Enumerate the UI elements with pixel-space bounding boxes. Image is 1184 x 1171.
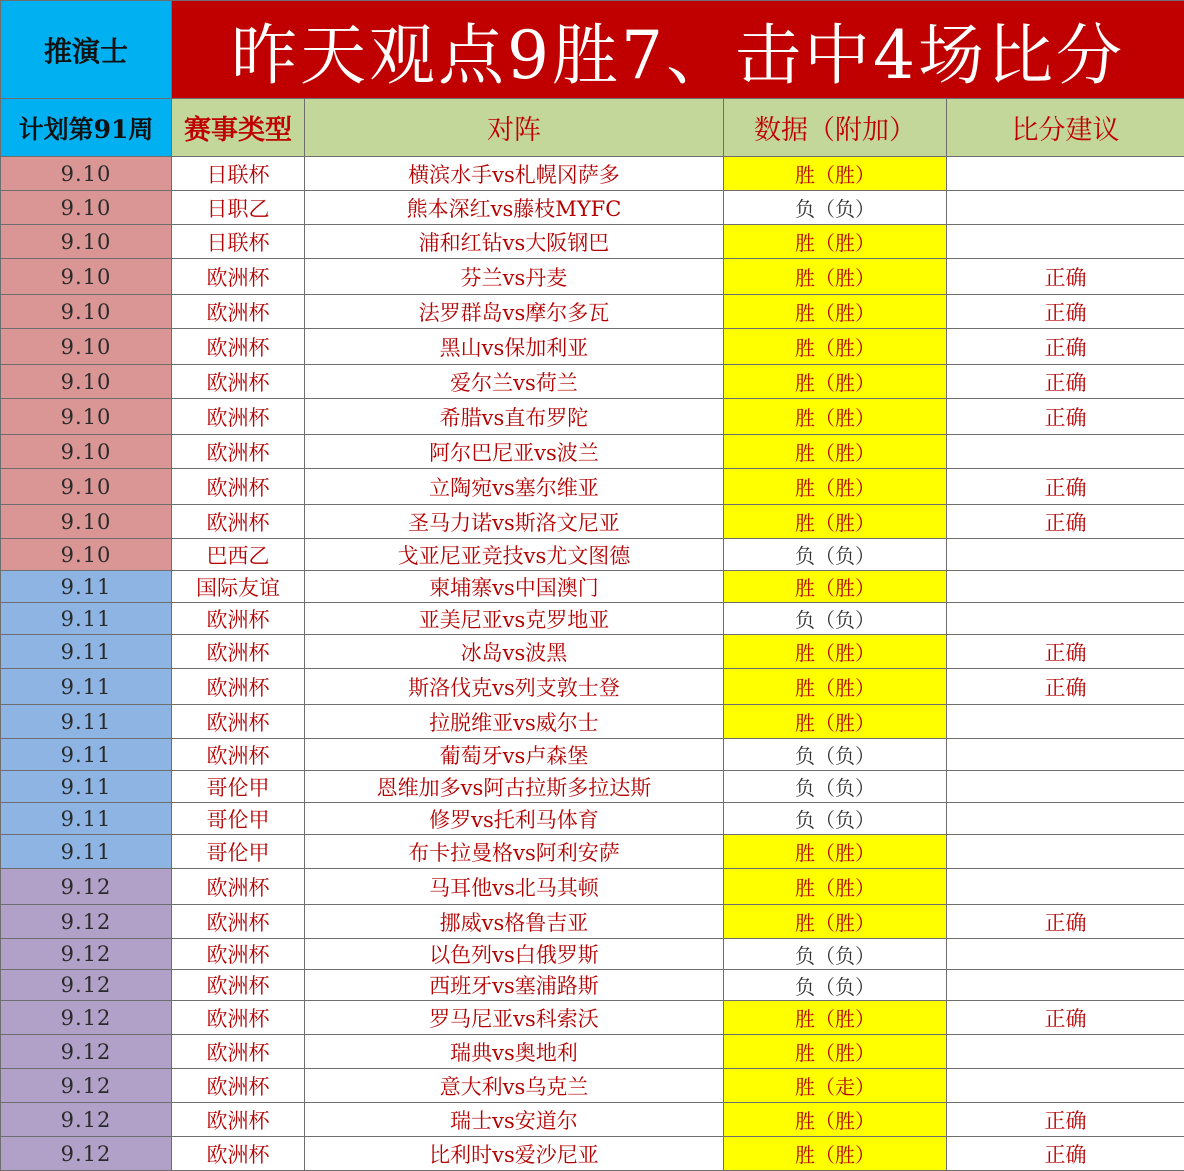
data-cell: 胜（胜） (724, 835, 947, 869)
table-row (1, 1035, 1184, 1069)
date-cell: 9.11 (1, 635, 172, 669)
competition-cell: 欧洲杯 (172, 505, 305, 539)
score-cell (947, 869, 1184, 905)
table-row (1, 539, 1184, 571)
table-row (1, 939, 1184, 970)
competition-cell: 欧洲杯 (172, 469, 305, 505)
data-cell: 胜（胜） (724, 571, 947, 603)
score-cell: 正确 (947, 365, 1184, 399)
data-cell: 胜（胜） (724, 329, 947, 365)
date-cell: 9.12 (1, 970, 172, 1001)
score-cell (947, 191, 1184, 225)
table-row (1, 329, 1184, 365)
competition-cell: 欧洲杯 (172, 869, 305, 905)
competition-cell: 哥伦甲 (172, 771, 305, 803)
competition-cell: 欧洲杯 (172, 365, 305, 399)
table-row (1, 571, 1184, 603)
score-cell: 正确 (947, 259, 1184, 295)
data-cell: 胜（胜） (724, 469, 947, 505)
score-cell (947, 970, 1184, 1001)
match-cell: 罗马尼亚vs科索沃 (305, 1001, 724, 1035)
competition-cell: 欧洲杯 (172, 295, 305, 329)
table-row (1, 399, 1184, 435)
header-row (1, 99, 1184, 157)
table-row (1, 635, 1184, 669)
column-header-score: 比分建议 (947, 99, 1184, 157)
score-cell: 正确 (947, 1103, 1184, 1137)
score-cell (947, 157, 1184, 191)
match-cell: 戈亚尼亚竞技vs尤文图德 (305, 539, 724, 571)
score-cell (947, 539, 1184, 571)
match-cell: 布卡拉曼格vs阿利安萨 (305, 835, 724, 869)
date-cell: 9.11 (1, 603, 172, 635)
competition-cell: 国际友谊 (172, 571, 305, 603)
date-cell: 9.11 (1, 803, 172, 835)
date-cell: 9.12 (1, 939, 172, 970)
date-cell: 9.10 (1, 435, 172, 469)
data-cell: 负（负） (724, 539, 947, 571)
score-cell: 正确 (947, 1137, 1184, 1171)
competition-cell: 欧洲杯 (172, 970, 305, 1001)
score-cell (947, 835, 1184, 869)
competition-cell: 欧洲杯 (172, 1069, 305, 1103)
data-cell: 负（负） (724, 191, 947, 225)
date-cell: 9.12 (1, 1001, 172, 1035)
date-cell: 9.11 (1, 705, 172, 739)
table-row (1, 869, 1184, 905)
competition-cell: 欧洲杯 (172, 905, 305, 939)
date-cell: 9.12 (1, 1035, 172, 1069)
data-cell: 胜（胜） (724, 365, 947, 399)
table-row (1, 1001, 1184, 1035)
competition-cell: 日职乙 (172, 191, 305, 225)
competition-cell: 巴西乙 (172, 539, 305, 571)
date-cell: 9.11 (1, 771, 172, 803)
data-cell: 胜（胜） (724, 505, 947, 539)
score-cell: 正确 (947, 669, 1184, 705)
score-cell: 正确 (947, 295, 1184, 329)
date-cell: 9.12 (1, 1103, 172, 1137)
data-cell: 负（负） (724, 803, 947, 835)
match-cell: 黑山vs保加利亚 (305, 329, 724, 365)
score-cell: 正确 (947, 1001, 1184, 1035)
match-cell: 修罗vs托利马体育 (305, 803, 724, 835)
table-row (1, 771, 1184, 803)
match-cell: 拉脱维亚vs威尔士 (305, 705, 724, 739)
date-cell: 9.11 (1, 669, 172, 705)
table-row (1, 295, 1184, 329)
data-cell: 胜（胜） (724, 157, 947, 191)
data-cell: 负（负） (724, 771, 947, 803)
data-cell: 胜（胜） (724, 705, 947, 739)
competition-cell: 欧洲杯 (172, 739, 305, 771)
date-cell: 9.10 (1, 505, 172, 539)
match-cell: 柬埔寨vs中国澳门 (305, 571, 724, 603)
score-cell (947, 603, 1184, 635)
match-cell: 意大利vs乌克兰 (305, 1069, 724, 1103)
data-cell: 胜（胜） (724, 869, 947, 905)
table-row (1, 970, 1184, 1001)
match-cell: 恩维加多vs阿古拉斯多拉达斯 (305, 771, 724, 803)
competition-cell: 欧洲杯 (172, 1035, 305, 1069)
match-cell: 冰岛vs波黑 (305, 635, 724, 669)
date-cell: 9.12 (1, 869, 172, 905)
competition-cell: 欧洲杯 (172, 1001, 305, 1035)
table-row (1, 1069, 1184, 1103)
score-cell: 正确 (947, 905, 1184, 939)
table-row (1, 803, 1184, 835)
column-header-match: 对阵 (305, 99, 724, 157)
score-cell (947, 435, 1184, 469)
match-cell: 斯洛伐克vs列支敦士登 (305, 669, 724, 705)
score-cell (947, 1035, 1184, 1069)
data-cell: 胜（胜） (724, 399, 947, 435)
data-cell: 胜（胜） (724, 225, 947, 259)
date-cell: 9.10 (1, 365, 172, 399)
match-cell: 法罗群岛vs摩尔多瓦 (305, 295, 724, 329)
match-cell: 阿尔巴尼亚vs波兰 (305, 435, 724, 469)
score-cell (947, 771, 1184, 803)
date-cell: 9.10 (1, 295, 172, 329)
date-cell: 9.10 (1, 329, 172, 365)
competition-cell: 欧洲杯 (172, 939, 305, 970)
competition-cell: 日联杯 (172, 157, 305, 191)
competition-cell: 欧洲杯 (172, 399, 305, 435)
date-cell: 9.12 (1, 1069, 172, 1103)
table-row (1, 191, 1184, 225)
table-row (1, 739, 1184, 771)
date-cell: 9.10 (1, 469, 172, 505)
match-cell: 比利时vs爱沙尼亚 (305, 1137, 724, 1171)
date-cell: 9.12 (1, 1137, 172, 1171)
column-header-data: 数据（附加） (724, 99, 947, 157)
match-cell: 挪威vs格鲁吉亚 (305, 905, 724, 939)
score-cell (947, 1069, 1184, 1103)
data-cell: 胜（胜） (724, 435, 947, 469)
match-cell: 瑞士vs安道尔 (305, 1103, 724, 1137)
brand-cell: 推演士 (1, 1, 172, 99)
match-cell: 芬兰vs丹麦 (305, 259, 724, 295)
data-cell: 胜（胜） (724, 1001, 947, 1035)
match-cell: 横滨水手vs札幌冈萨多 (305, 157, 724, 191)
data-cell: 负（负） (724, 739, 947, 771)
score-cell: 正确 (947, 469, 1184, 505)
score-cell (947, 571, 1184, 603)
match-cell: 浦和红钻vs大阪钢巴 (305, 225, 724, 259)
date-cell: 9.10 (1, 399, 172, 435)
table-row (1, 469, 1184, 505)
table-row (1, 705, 1184, 739)
date-cell: 9.10 (1, 191, 172, 225)
data-cell: 胜（胜） (724, 669, 947, 705)
date-cell: 9.10 (1, 259, 172, 295)
date-cell: 9.11 (1, 835, 172, 869)
score-cell: 正确 (947, 329, 1184, 365)
match-cell: 立陶宛vs塞尔维亚 (305, 469, 724, 505)
match-cell: 以色列vs白俄罗斯 (305, 939, 724, 970)
score-cell: 正确 (947, 635, 1184, 669)
table-row (1, 505, 1184, 539)
page-title: 昨天观点9胜7、击中4场比分 (172, 1, 1184, 99)
date-cell: 9.10 (1, 225, 172, 259)
table-row (1, 905, 1184, 939)
date-cell: 9.12 (1, 905, 172, 939)
score-cell (947, 803, 1184, 835)
table-row (1, 157, 1184, 191)
date-cell: 9.11 (1, 571, 172, 603)
score-cell (947, 225, 1184, 259)
match-cell: 西班牙vs塞浦路斯 (305, 970, 724, 1001)
match-cell: 马耳他vs北马其顿 (305, 869, 724, 905)
score-cell: 正确 (947, 505, 1184, 539)
competition-cell: 日联杯 (172, 225, 305, 259)
score-cell (947, 705, 1184, 739)
date-cell: 9.10 (1, 539, 172, 571)
competition-cell: 欧洲杯 (172, 603, 305, 635)
data-cell: 负（负） (724, 939, 947, 970)
data-cell: 负（负） (724, 603, 947, 635)
table-row (1, 365, 1184, 399)
date-cell: 9.11 (1, 739, 172, 771)
score-cell: 正确 (947, 399, 1184, 435)
table-row (1, 435, 1184, 469)
table-row (1, 835, 1184, 869)
date-cell: 9.10 (1, 157, 172, 191)
competition-cell: 欧洲杯 (172, 435, 305, 469)
competition-cell: 欧洲杯 (172, 669, 305, 705)
column-header-type: 赛事类型 (172, 99, 305, 157)
title-row (1, 1, 1184, 99)
competition-cell: 欧洲杯 (172, 1137, 305, 1171)
table-row (1, 225, 1184, 259)
data-cell: 胜（胜） (724, 295, 947, 329)
data-cell: 胜（胜） (724, 1137, 947, 1171)
score-cell (947, 939, 1184, 970)
data-cell: 胜（胜） (724, 1035, 947, 1069)
score-cell (947, 739, 1184, 771)
data-cell: 胜（胜） (724, 1103, 947, 1137)
data-cell: 胜（走） (724, 1069, 947, 1103)
data-cell: 负（负） (724, 970, 947, 1001)
data-cell: 胜（胜） (724, 635, 947, 669)
match-cell: 爱尔兰vs荷兰 (305, 365, 724, 399)
match-cell: 葡萄牙vs卢森堡 (305, 739, 724, 771)
competition-cell: 哥伦甲 (172, 835, 305, 869)
match-cell: 圣马力诺vs斯洛文尼亚 (305, 505, 724, 539)
data-cell: 胜（胜） (724, 905, 947, 939)
table-row (1, 1137, 1184, 1171)
table-row (1, 669, 1184, 705)
competition-cell: 欧洲杯 (172, 635, 305, 669)
match-cell: 瑞典vs奥地利 (305, 1035, 724, 1069)
match-cell: 亚美尼亚vs克罗地亚 (305, 603, 724, 635)
competition-cell: 哥伦甲 (172, 803, 305, 835)
table-row (1, 603, 1184, 635)
match-cell: 熊本深红vs藤枝MYFC (305, 191, 724, 225)
competition-cell: 欧洲杯 (172, 329, 305, 365)
competition-cell: 欧洲杯 (172, 259, 305, 295)
match-cell: 希腊vs直布罗陀 (305, 399, 724, 435)
data-cell: 胜（胜） (724, 259, 947, 295)
table-row (1, 259, 1184, 295)
competition-cell: 欧洲杯 (172, 1103, 305, 1137)
table-row (1, 1103, 1184, 1137)
competition-cell: 欧洲杯 (172, 705, 305, 739)
column-header-plan: 计划第91周 (1, 99, 172, 157)
